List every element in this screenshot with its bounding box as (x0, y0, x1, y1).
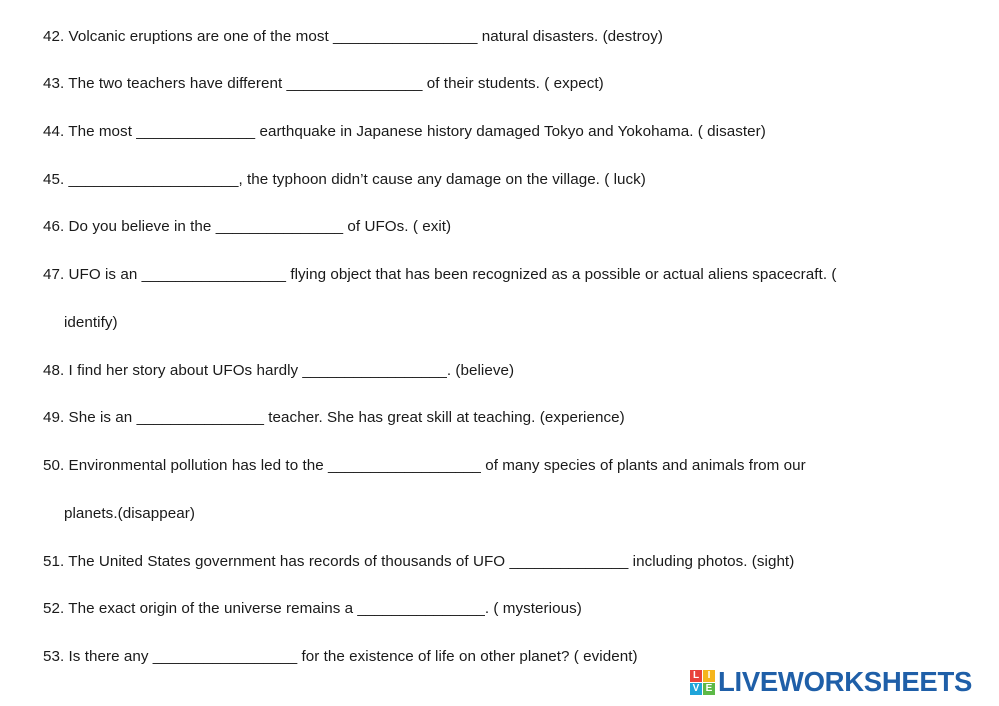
question-50: 50. Environmental pollution has led to the __________________ of many species of plants and animals from our (43, 457, 806, 474)
question-51: 51. The United States government has records of thousands of UFO ______________ including photos. (sight) (43, 553, 795, 570)
question-49: 49. She is an _______________ teacher. She has great skill at teaching. (experience) (43, 409, 625, 426)
question-48: 48. I find her story about UFOs hardly _________________. (believe) (43, 362, 515, 379)
liveworksheets-logo (690, 667, 972, 697)
question-43: 43. The two teachers have different ________________ of their students. ( expect) (43, 75, 604, 92)
question-42: 42. Volcanic eruptions are one of the most _________________ natural disasters. (destroy) (43, 28, 663, 45)
logo-tile-i: I (703, 670, 715, 682)
question-53: 53. Is there any _________________ for the existence of life on other planet? ( evident) (43, 648, 638, 665)
question-50-continued: planets.(disappear) (64, 505, 195, 522)
question-45: 45. ____________________, the typhoon didn’t cause any damage on the village. ( luck) (43, 171, 646, 188)
logo-tile-v: V (690, 683, 702, 695)
question-44: 44. The most ______________ earthquake in Japanese history damaged Tokyo and Yokohama. ( disaster) (43, 123, 766, 140)
question-47: 47. UFO is an _________________ flying object that has been recognized as a possible or actual aliens spacecraft. ( (43, 266, 837, 283)
question-52: 52. The exact origin of the universe remains a _______________. ( mysterious) (43, 600, 582, 617)
logo-tile-l: L (690, 670, 702, 682)
logo-tile-e: E (703, 683, 715, 695)
question-47-continued: identify) (64, 314, 118, 331)
question-46: 46. Do you believe in the _______________ of UFOs. ( exit) (43, 218, 452, 235)
live-icon (690, 670, 715, 695)
logo-wordmark: LIVEWORKSHEETS (718, 666, 973, 697)
